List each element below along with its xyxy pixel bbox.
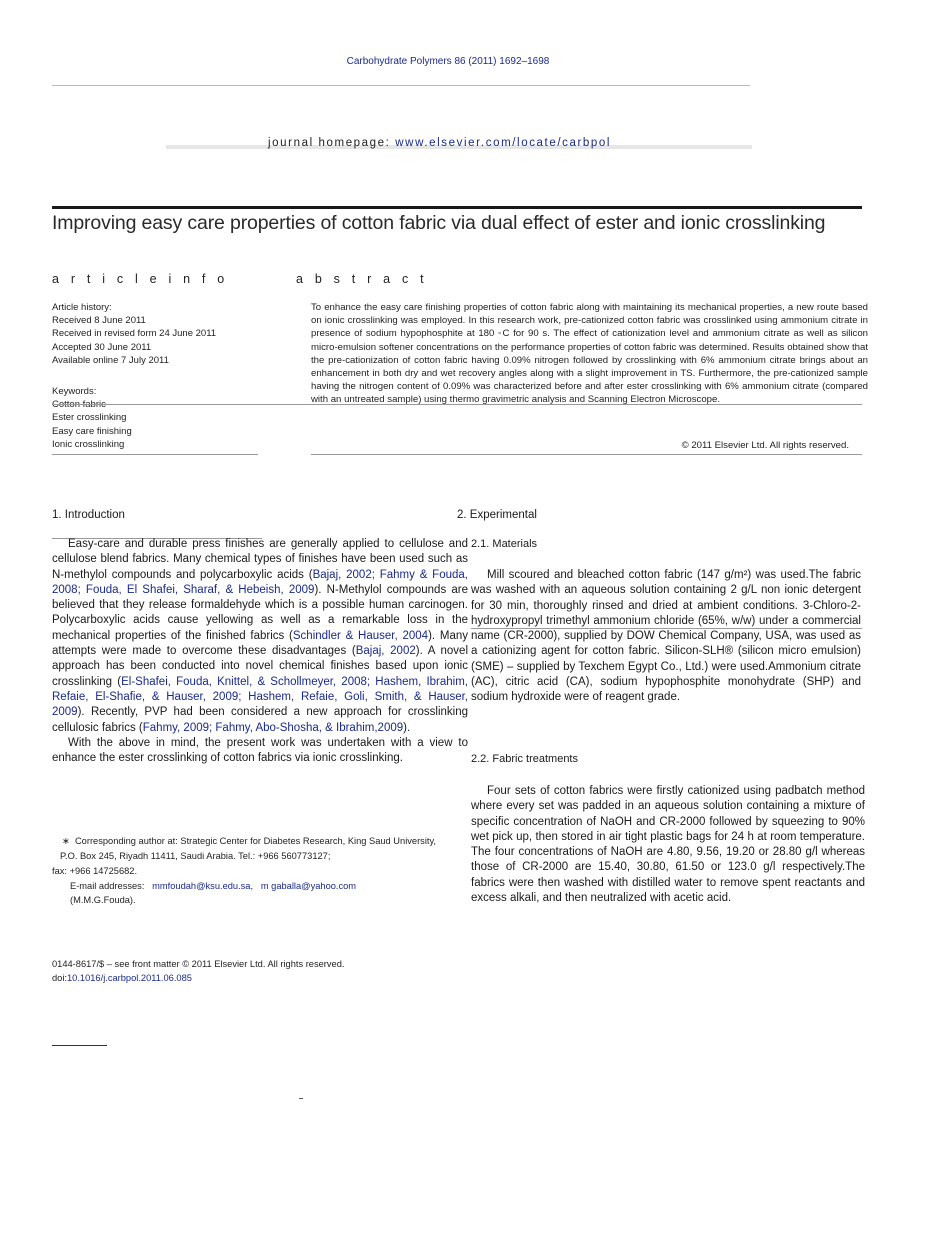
keywords-bottom-rule [52, 454, 258, 455]
footnote-marker: ∗ [62, 836, 70, 846]
doi-link[interactable]: 10.1016/j.carbpol.2011.06.085 [67, 973, 192, 983]
homepage-link[interactable]: www.elsevier.com/locate/carbpol [395, 137, 612, 149]
homepage-label: journal homepage: [268, 137, 396, 149]
footnote-line-3: fax: +966 14725682. [52, 866, 138, 876]
article-title: Improving easy care properties of cotton fabric via dual effect of ester and ionic crosslinking [52, 212, 826, 234]
section-heading-introduction: 1. Introduction [52, 509, 125, 521]
abstract-bottom-rule [311, 454, 862, 455]
citation-link[interactable]: Fahmy, 2009; Fahmy, Abo-Shosha, & Ibrahim,2009 [142, 721, 404, 734]
footnote-line-2: P.O. Box 245, Riyadh 11411, Saudi Arabia. Tel.: +966 560773127; [60, 851, 331, 861]
footnote-affiliation: Corresponding author at: Strategic Center for Diabetes Research, King Saud University, [74, 836, 437, 846]
section-heading-experimental: 2. Experimental [457, 509, 537, 521]
citation-link[interactable]: Schindler & Hauser, 2004 [292, 629, 429, 642]
citation-link[interactable]: El-Shafei, Fouda, Knittel, & Schollmeyer, 2008; Hashem, Ibrahim, Refaie, El-Shafie, & Hauser, 2009; Hashem, Refaie, Goli, Smith, & Hauser, 2009 [52, 675, 468, 719]
intro-text: ). A novel approach has been conducted into novel chemical finishes based upon ionic crosslinking ( [52, 645, 469, 688]
keyword-item: Ionic crosslinking [52, 438, 125, 450]
fabric-treatments-body [471, 784, 865, 906]
email-link-2[interactable]: m gaballa@yahoo.com [260, 881, 357, 891]
materials-rule [471, 628, 862, 629]
article-history [52, 301, 282, 367]
intro-text: ). Many attempts were made to overcome these disadvantages ( [52, 629, 468, 658]
abstract-text: To enhance the easy care finishing properties of cotton fabric along with maintaining its mechanical properties, a new route based on ionic crosslinking was employed. In this research work, pre-cationized cotton fabric was crosslinked using ammonium citrate in presence of sodium hypophosphite at 180 ◦C for 90 s. The effect of cationization level and ammonium citrate as well as silicon micro-emulsion softener concentrations on the performance properties of cotton fabric was determined. Results obtained show that the pre-cationization of cotton fabric having 0.09% nitrogen followed by crosslinking with 6% ammonium citrate brings about an enhancement in both dry and wet recovery angles along with a slight improvement in TS. Furthermore, the pre-cationized sample having the nitrogen content of 0.09% was characterized before and after ester crosslinking with 6% ammonium citrate (compared with an untreated sample) using thermo gravimetric analysis and Scanning Electron Microscope. [311, 302, 868, 406]
intro-text: ). N-Methylol compounds are believed that they release formaldehyde which is a possible human carcinogen. Polycarboxylic acids cause yellowing as well as a remarkable loss in the mechanical properties of the finished fabrics ( [52, 583, 468, 642]
history-online: Available online 7 July 2011 [52, 354, 169, 366]
materials-body [471, 568, 861, 706]
email-label: E-mail addresses: [70, 881, 145, 891]
footnote-emails [52, 879, 472, 894]
abstract-heading: a b s t r a c t [296, 272, 428, 286]
front-matter-line: 0144-8617/$ – see front matter © 2011 Elsevier Ltd. All rights reserved. [52, 959, 345, 969]
keywords [52, 385, 282, 451]
history-received: Received 8 June 2011 [52, 315, 146, 327]
subsection-heading-materials: 2.1. Materials [471, 538, 538, 550]
intro-text: Easy-care and durable press finishes are generally applied to cellulose and cellulose blend fabrics. Many chemical types of finishes have been used such as N-methylol compounds and polycarboxylic acids ( [52, 538, 468, 581]
title-rule [52, 206, 862, 209]
citation-link[interactable]: Bajaj, 2002 [355, 645, 416, 658]
intro-text: ). [403, 721, 411, 734]
journal-reference[interactable]: Carbohydrate Polymers 86 (2011) 1692–1698 [346, 56, 550, 67]
citation-link[interactable]: Bajaj, 2002; Fahmy & Fouda, 2008; Fouda, El Shafei, Sharaf, & Hebeish, 2009 [52, 568, 468, 596]
front-matter [52, 957, 344, 985]
subsection-heading-fabric-treatments: 2.2. Fabric treatments [471, 753, 578, 765]
keyword-item: Easy care finishing [52, 425, 132, 437]
email-link-1[interactable]: mmfoudah@ksu.edu.sa, [152, 881, 254, 891]
history-accepted: Accepted 30 June 2011 [52, 341, 152, 353]
page-footer-mark [299, 1098, 303, 1099]
corresponding-author-footnote [52, 834, 472, 907]
page-footer-rule [52, 1045, 107, 1046]
keyword-item: Ester crosslinking [52, 412, 127, 424]
keywords-label: Keywords: [52, 386, 97, 397]
treatments-paragraph: Four sets of cotton fabrics were firstly cationized using padbatch method where every set was padded in an aqueous solution containing a mixture of specific concentration of NaOH and CR-2000 followed by squeezing to 90% wet pick up, then stored in air tight plastic bags for 24 h at room temperature. The four concentrations of NaOH are 4.80, 9.56, 19.20 or 28.80 g/l whereas those of CR-2000 are 15.40, 30.80, 61.50 or 123.0 g/l respectively.The fabrics were then washed with distilled water to remove spent reactants and excess alkali, and then neutralized with acetic acid. [471, 785, 865, 905]
article-info-heading: a r t i c l e i n f o [52, 272, 229, 286]
intro-text: ). Recently, PVP had been considered a new approach for crosslinking cellulosic fabrics ( [52, 706, 468, 734]
footnote-author-name: (M.M.G.Fouda). [70, 895, 136, 905]
materials-paragraph: Mill scoured and bleached cotton fabric (147 g/m²) was used.The fabric was washed with an aqueous solution containing 2 g/L non ionic detergent for 30 min, thoroughly rinsed and dried at ambient conditions. 3-Chloro-2-hydroxypropyl trimethyl ammonium chloride (65%, w/w) under a commercial name (CR-2000), supplied by DOW Chemical Company, USA, was used as a cationizing agent for cotton fabric. Silicon-SLH® (silicon micro emulsion) (SME) – supplied by Texchem Egypt Co., Ltd.) were used.Ammonium citrate (AC), citric acid (CA), sodium hypophosphite monohydrate (SHP) and sodium hydroxide were of reagent grade. [471, 569, 861, 704]
abstract-copyright: © 2011 Elsevier Ltd. All rights reserved. [681, 440, 849, 451]
header-divider [52, 85, 750, 86]
intro-paragraph-2: With the above in mind, the present work was undertaken with a view to enhance the ester crosslinking of cotton fabrics via ionic crosslinking. [52, 736, 468, 765]
footnote-line-1 [52, 834, 472, 849]
introduction-body [52, 537, 468, 766]
history-label: Article history: [52, 302, 112, 313]
doi-line [52, 971, 344, 985]
doi-label: doi: [52, 973, 67, 983]
history-revised: Received in revised form 24 June 2011 [52, 328, 217, 340]
journal-homepage [268, 137, 611, 149]
intro-paragraph-1 [52, 537, 468, 736]
